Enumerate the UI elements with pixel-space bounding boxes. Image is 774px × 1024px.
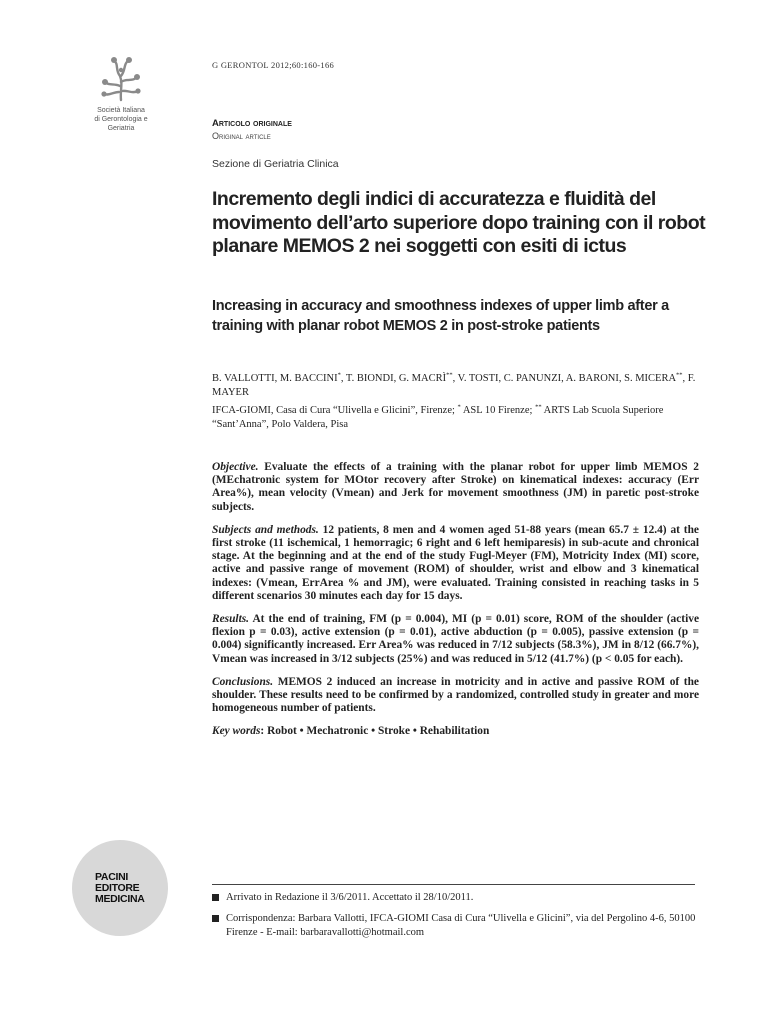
affiliation-text: IFCA-GIOMI, Casa di Cura “Ulivella e Glicini”, Firenze; (212, 405, 458, 416)
journal-reference: G GERONTOL 2012;60:160-166 (212, 60, 335, 70)
publisher-name-line: EDITORE (95, 882, 140, 894)
author-names: , F. MAYER (212, 373, 696, 398)
publisher-badge (72, 840, 168, 936)
article-type-english: Original article (212, 131, 271, 141)
abstract-label: Objective. (212, 461, 259, 473)
abstract-conclusions (212, 676, 699, 716)
received-note (212, 891, 696, 905)
affiliation-marker: * (337, 371, 341, 379)
received-text: Arrivato in Redazione il 3/6/2011. Accettato il 28/10/2011. (226, 892, 474, 903)
affiliation-text: ASL 10 Firenze; (460, 405, 536, 416)
publisher-name-line: MEDICINA (95, 893, 145, 905)
keywords (212, 725, 699, 738)
abstract-label: Subjects and methods. (212, 523, 319, 536)
society-name-line: Geriatria (107, 125, 135, 132)
title-italian: Incremento degli indici di accuratezza e fluidità del movimento dell’arto superiore dopo training con il robot planare MEMOS 2 nei soggetti con esiti di ictus (212, 188, 706, 257)
abstract-label: Conclusions. (212, 675, 274, 688)
footer-divider (212, 884, 695, 885)
abstract-text: At the end of training, FM (p = 0.004), MI (p = 0.01) score, ROM of the shoulder (active flexion p = 0.03), active extension (p = 0.01), active abduction (p = 0.005), passive extension (p = 0.004) significantly increased. Err Area% was reduced in 7/12 subjects (58.3%), JM in 8/12 (66.7%), Vmean was increased in 3/12 subjects (25%) and was reduced in 5/12 (41.7%) (p < 0.05 for each). (212, 613, 699, 665)
society-name-line: Società Italiana (97, 107, 145, 114)
correspondence-note (212, 912, 696, 939)
publisher-name (95, 872, 145, 905)
abstract-text: 12 patients, 8 men and 4 women aged 51-88 years (mean 65.7 ± 12.4) at the first stroke (11 ischemical, 1 hemorragic; 6 right and 6 left hemiparesis) in sub-acute and chronical stage. At the beginning and at the end of the study Fugl-Meyer (FM), Motricity Index (MI) score, active and passive range of movement (ROM) of shoulder, wrist and elbow and 3 kinematical indexes: (Vmean, ErrArea % and JM), were evaluated. Training consisted in reaching tasks in 5 different scenarios 30 minutes each day for 15 days. (212, 523, 699, 602)
affiliation-marker: * (457, 403, 461, 411)
society-name (82, 106, 160, 133)
author-names: , V. TOSTI, C. PANUNZI, A. BARONI, S. MICERA (452, 373, 677, 384)
affiliation-marker: ** (446, 371, 453, 379)
author-list (212, 372, 700, 400)
journal-section: Sezione di Geriatria Clinica (212, 158, 339, 170)
abstract-text: Evaluate the effects of a training with the planar robot for upper limb MEMOS 2 (MEchatronic system for MOtor recovery after Stroke) on kinematical indexes: accuracy (Err Area%), mean velocity (Vmean) and Jerk for movement smoothness (JM) in paretic post-stroke subjects. (212, 461, 699, 513)
abstract-text: MEMOS 2 induced an increase in motricity and in active and passive ROM of the shoulder. These results need to be confirmed by a randomized, controlled study in greater and more homogeneous number of patients. (212, 675, 699, 715)
article-type (212, 117, 292, 142)
affiliations (212, 404, 700, 432)
bullet-square-icon (212, 894, 219, 901)
abstract-methods (212, 524, 699, 603)
society-logo-icon (99, 56, 143, 102)
author-names: B. VALLOTTI, M. BACCINI (212, 373, 338, 384)
abstract-results (212, 613, 699, 666)
article-type-italian: Articolo originale (212, 118, 292, 129)
abstract (212, 461, 699, 749)
society-logo (82, 56, 160, 133)
affiliation-text: ARTS Lab Scuola Superiore “Sant’Anna”, Polo Valdera, Pisa (212, 405, 664, 430)
affiliation-marker: ** (676, 371, 683, 379)
abstract-objective (212, 461, 699, 514)
keywords-text: : Robot • Mechatronic • Stroke • Rehabilitation (260, 725, 490, 738)
title-english: Increasing in accuracy and smoothness indexes of upper limb after a training with planar robot MEMOS 2 in post-stroke patients (212, 298, 669, 334)
society-name-line: di Gerontologia e (94, 116, 148, 123)
affiliation-marker: ** (535, 403, 542, 411)
keywords-label: Key words (212, 725, 261, 738)
publisher-name-line: PACINI (95, 871, 129, 883)
author-names: , T. BIONDI, G. MACRÌ (340, 373, 447, 384)
abstract-label: Results. (212, 613, 250, 626)
correspondence-text: Corrispondenza: Barbara Vallotti, IFCA-GIOMI Casa di Cura “Ulivella e Glicini”, via del Pergolino 4-6, 50100 Firenze - E-mail: barbaravallotti@hotmail.com (226, 913, 696, 938)
bullet-square-icon (212, 915, 219, 922)
